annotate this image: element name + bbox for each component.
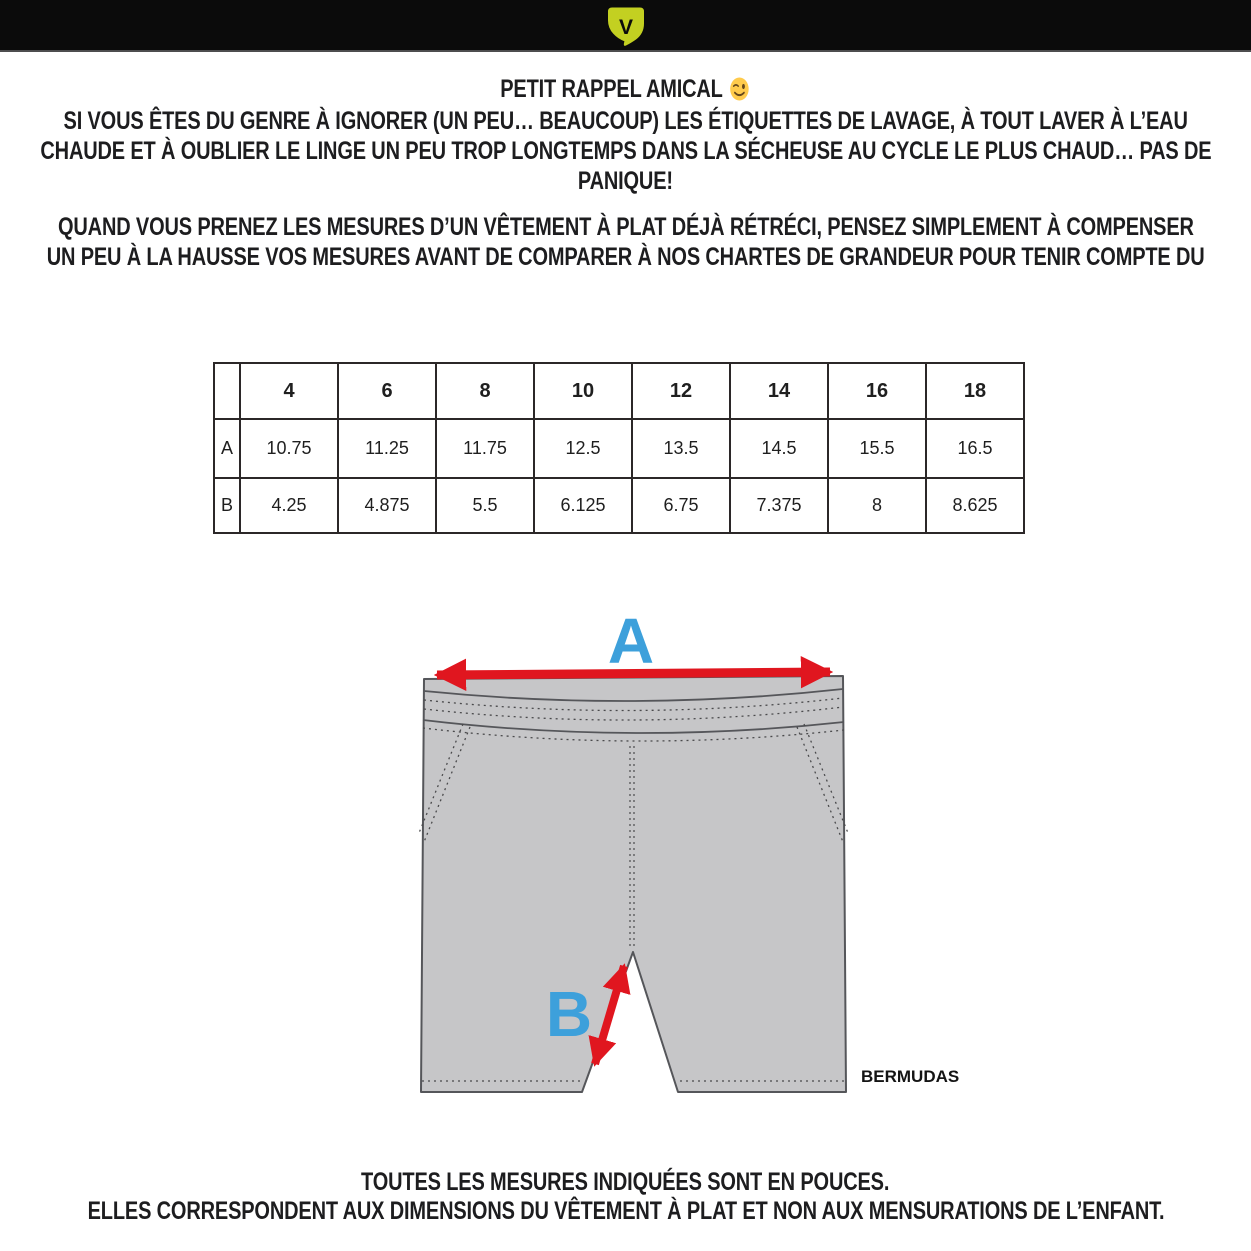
reminder-line: SI VOUS ÊTES DU GENRE À IGNORER (UN PEU… BEAUCOUP) LES ÉTIQUETTES DE LAVAGE, À TOUT LAVER À L’EAU — [63, 107, 1188, 135]
size-value-cell: 15.5 — [828, 419, 926, 478]
size-value-cell: 11.75 — [436, 419, 534, 478]
footer-line: TOUTES LES MESURES INDIQUÉES SONT EN POUCES. — [361, 1168, 890, 1196]
size-column-header: 14 — [730, 363, 828, 419]
reminder-line-row — [0, 106, 1251, 136]
size-value-cell: 11.25 — [338, 419, 436, 478]
footer-line: ELLES CORRESPONDENT AUX DIMENSIONS DU VÊTEMENT À PLAT ET NON AUX MENSURATIONS DE L’ENFANT. — [87, 1197, 1164, 1225]
measure-b-label: B — [545, 978, 593, 1050]
footer-line-row — [0, 1167, 1251, 1197]
reminder-title — [501, 74, 751, 104]
size-value-cell: 8 — [828, 478, 926, 533]
size-value-cell: 12.5 — [534, 419, 632, 478]
size-column-header: 12 — [632, 363, 730, 419]
size-column-header: 10 — [534, 363, 632, 419]
size-table-wrap — [213, 362, 1025, 534]
size-header-row — [214, 363, 1024, 419]
brand-logo-letter: V — [618, 16, 633, 39]
reminder-line: CHAUDE ET À OUBLIER LE LINGE UN PEU TROP LONGTEMPS DANS LA SÉCHEUSE AU CYCLE LE PLUS CHAUD… PAS DE — [39, 137, 1212, 165]
advice-line: UN PEU À LA HAUSSE VOS MESURES AVANT DE COMPARER À NOS CHARTES DE GRANDEUR POUR TENIR COMPTE DU — [46, 243, 1205, 271]
size-column-header: 8 — [436, 363, 534, 419]
advice-line-row — [0, 242, 1251, 272]
reminder-title-text: PETIT RAPPEL AMICAL — [500, 75, 724, 103]
size-value-cell: 4.875 — [338, 478, 436, 533]
measure-row-a — [214, 419, 1024, 478]
wink-emoji-icon — [730, 76, 751, 102]
reminder-line: PANIQUE! — [577, 167, 674, 195]
advice-line-row — [0, 212, 1251, 242]
size-column-header: 18 — [926, 363, 1024, 419]
measure-a-label: A — [607, 605, 655, 677]
shorts-diagram — [395, 595, 965, 1105]
reminder-title-row — [0, 74, 1251, 104]
size-value-cell: 5.5 — [436, 478, 534, 533]
brand-shield-logo-icon — [607, 7, 644, 48]
size-column-header: 6 — [338, 363, 436, 419]
reminder-line-row — [0, 136, 1251, 166]
size-table — [213, 362, 1025, 534]
size-value-cell: 10.75 — [240, 419, 338, 478]
header-bar — [0, 0, 1251, 52]
size-value-cell: 6.125 — [534, 478, 632, 533]
size-value-cell: 16.5 — [926, 419, 1024, 478]
measure-row-b — [214, 478, 1024, 533]
size-column-header: 4 — [240, 363, 338, 419]
garment-label: BERMUDAS — [861, 1067, 960, 1086]
corner-cell — [214, 363, 240, 419]
size-value-cell: 6.75 — [632, 478, 730, 533]
row-label: B — [214, 478, 240, 533]
row-label: A — [214, 419, 240, 478]
reminder-line-row — [0, 166, 1251, 196]
size-value-cell: 4.25 — [240, 478, 338, 533]
size-column-header: 16 — [828, 363, 926, 419]
footer-line-row — [0, 1196, 1251, 1226]
size-value-cell: 13.5 — [632, 419, 730, 478]
advice-line: QUAND VOUS PRENEZ LES MESURES D’UN VÊTEMENT À PLAT DÉJÀ RÉTRÉCI, PENSEZ SIMPLEMENT À COMPENSER — [57, 213, 1194, 241]
size-value-cell: 14.5 — [730, 419, 828, 478]
size-value-cell: 8.625 — [926, 478, 1024, 533]
size-value-cell: 7.375 — [730, 478, 828, 533]
